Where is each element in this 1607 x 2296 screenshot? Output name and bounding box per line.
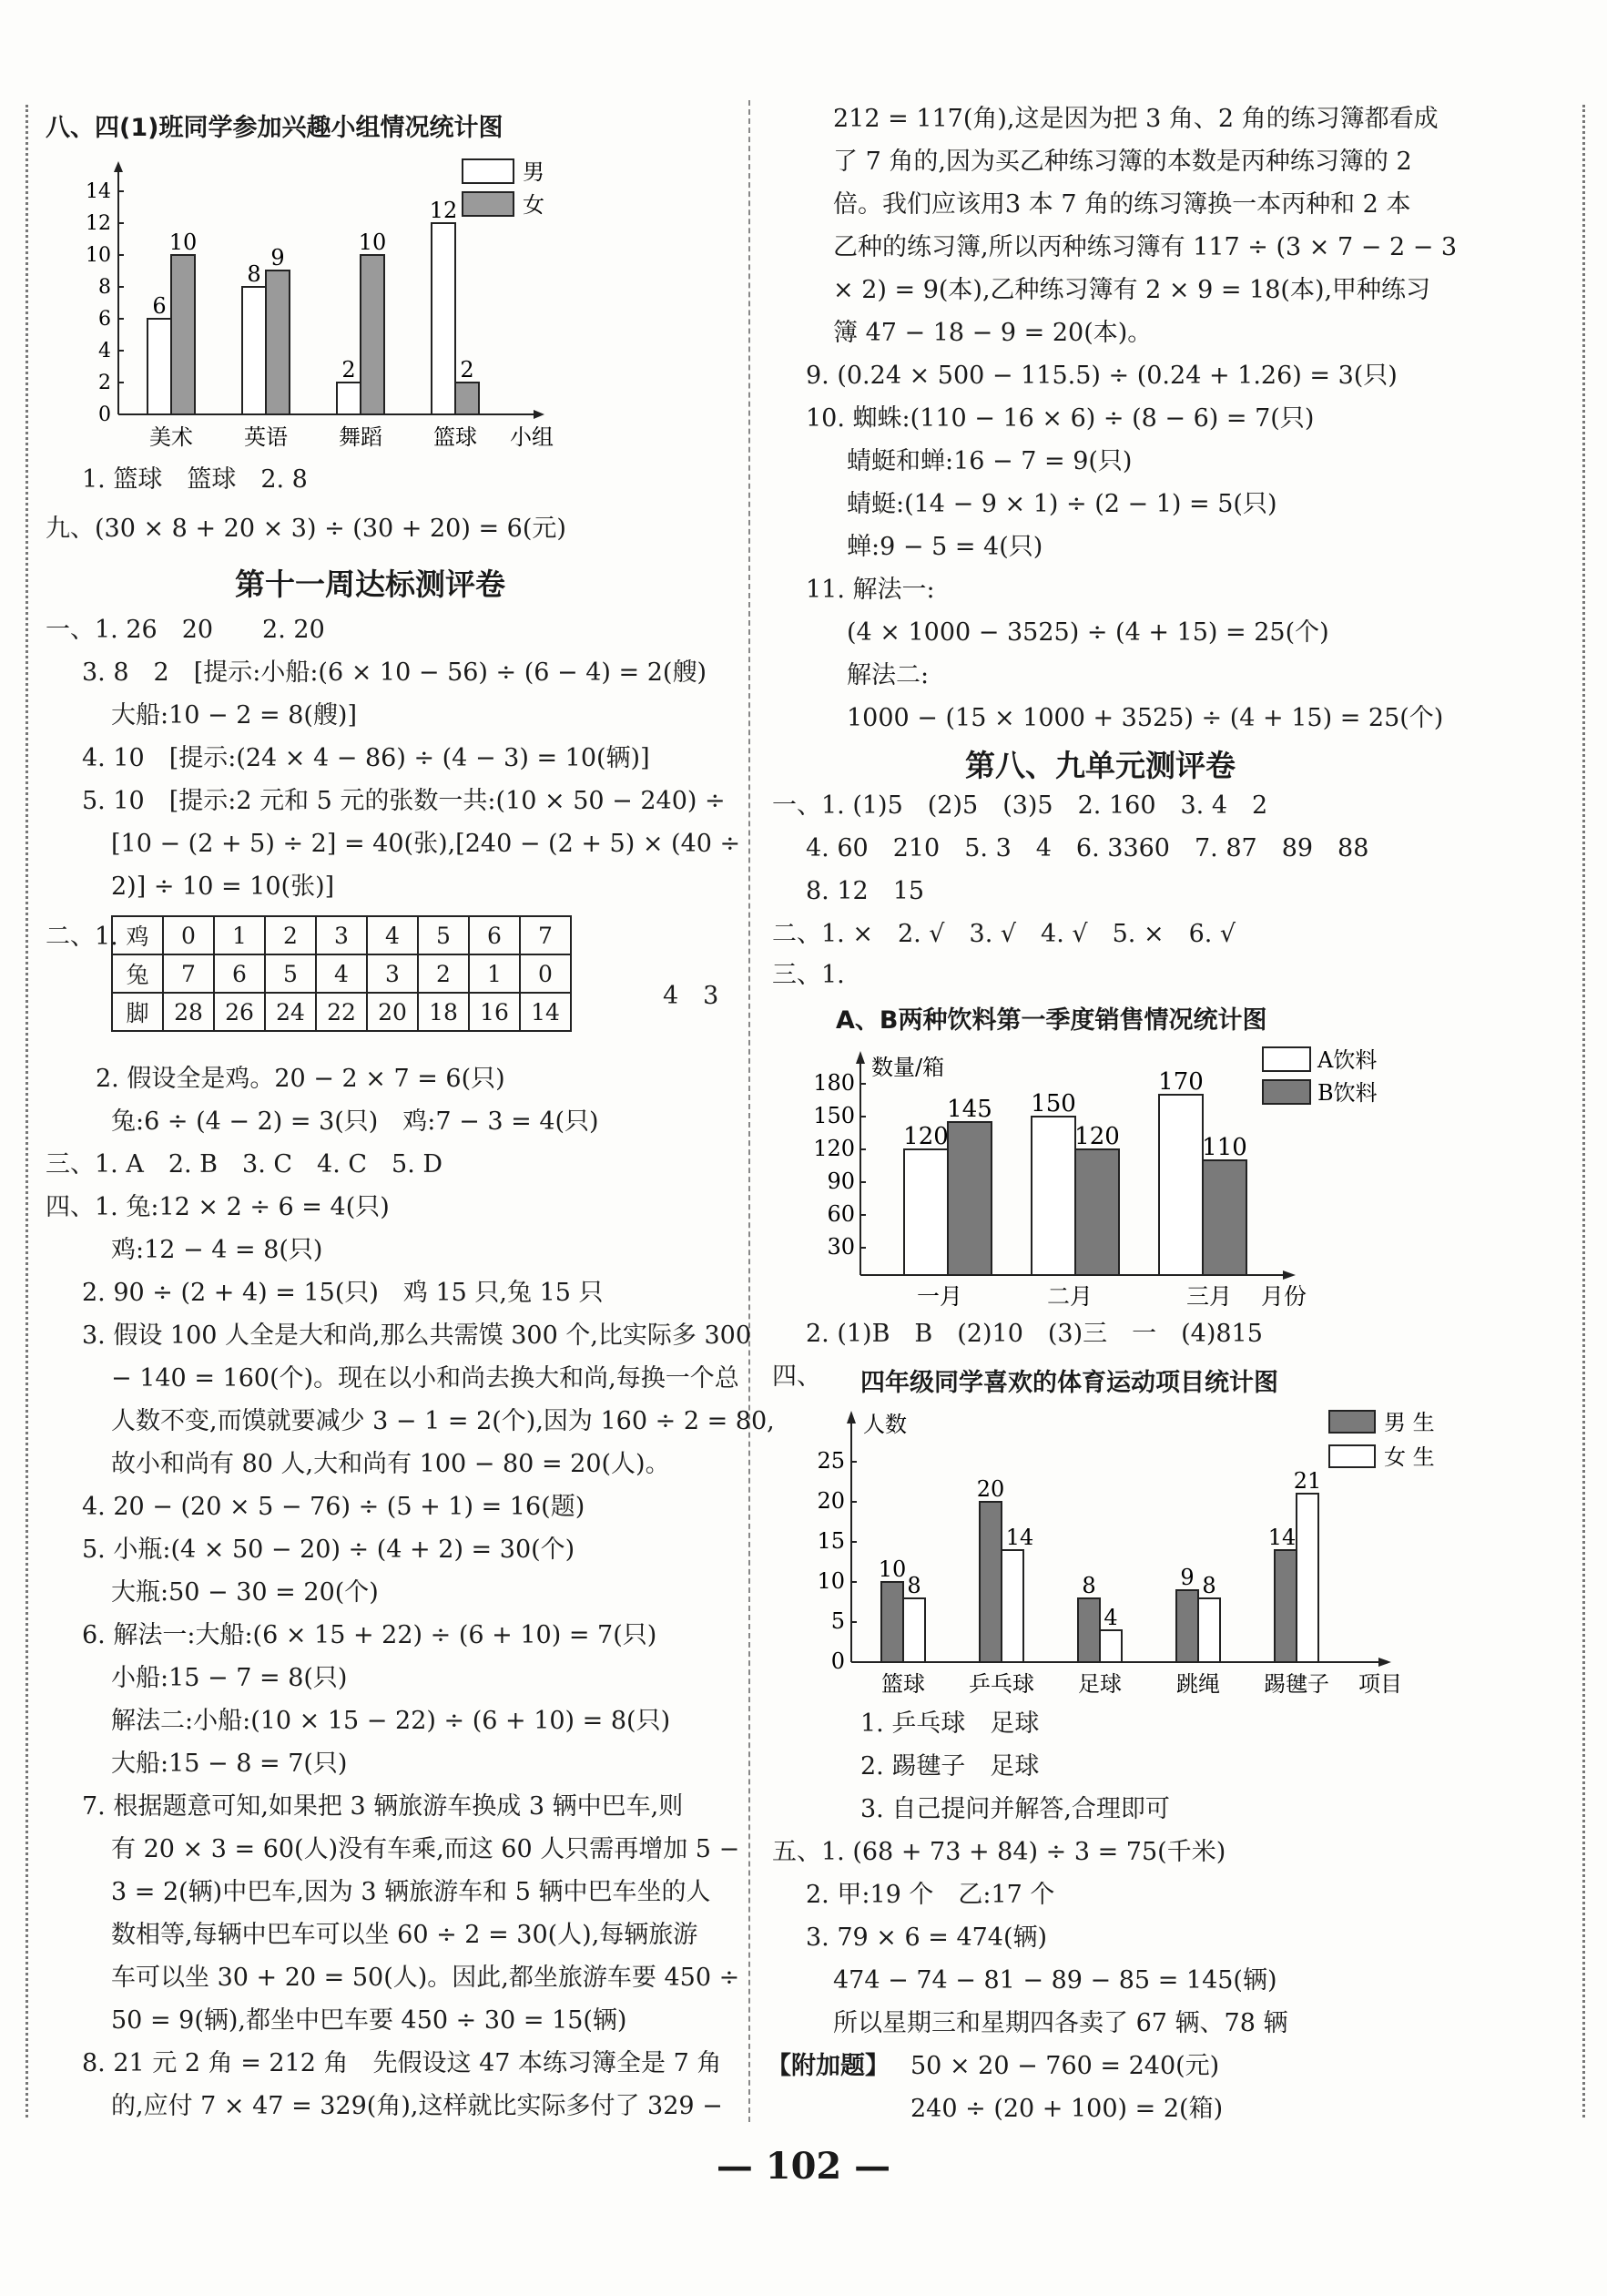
chart-c-label: 21 xyxy=(1293,1468,1322,1494)
answer-line: 三、1. A 2. B 3. C 4. C 5. D xyxy=(46,1150,443,1179)
table-cell: 7 xyxy=(163,954,214,993)
chart-a-legend-girl-swatch xyxy=(463,192,514,216)
table-cell: 6 xyxy=(214,954,265,993)
table-cell: 1 xyxy=(469,954,520,993)
answer-line: 5. 小瓶:(4 × 50 − 20) ÷ (4 + 2) = 30(个) xyxy=(82,1536,575,1564)
table-row xyxy=(112,916,571,954)
chart-c-category: 足球 xyxy=(1078,1671,1122,1697)
answer-line: 3. 自己提问并解答,合理即可 xyxy=(860,1795,1170,1823)
chart-a-category: 美术 xyxy=(149,424,193,450)
chart-a-ytick: 0 xyxy=(98,403,111,426)
chart-b-y-label: 数量/箱 xyxy=(871,1055,945,1080)
answer-line: 4. 20 − (20 × 5 − 76) ÷ (5 + 1) = 16(题) xyxy=(82,1493,585,1521)
answer-line: 1000 − (15 × 1000 + 3525) ÷ (4 + 15) = 25(个) xyxy=(847,704,1444,732)
chart-b-x-arrow xyxy=(1283,1270,1296,1280)
answer-line: 1. 篮球 篮球 2. 8 xyxy=(82,465,308,494)
table-cell: 18 xyxy=(418,993,469,1031)
answer-line: 人数不变,而馍就要减少 3 − 1 = 2(个),因为 160 ÷ 2 = 80, xyxy=(111,1407,775,1435)
answer-line: 3. 假设 100 人全是大和尚,那么共需馍 300 个,比实际多 300 xyxy=(82,1321,752,1350)
chart-b-ytick: 120 xyxy=(813,1136,855,1161)
chart-c-bar-boy-lanqiu xyxy=(881,1582,903,1662)
answer-line: 10. 蜘蛛:(110 − 16 × 6) ÷ (8 − 6) = 7(只) xyxy=(806,404,1315,433)
answer-line: 三、1. xyxy=(772,961,845,989)
answer-line: 大船:10 − 2 = 8(艘)] xyxy=(111,701,357,730)
answer-line: 2)] ÷ 10 = 10(张)] xyxy=(111,872,335,901)
answer-line: 大瓶:50 − 30 = 20(个) xyxy=(111,1578,379,1607)
answer-line: 50 × 20 − 760 = 240(元) xyxy=(910,2052,1220,2080)
table-cell: 3 xyxy=(316,916,367,954)
answer-line: 2. 踢毽子 足球 xyxy=(860,1752,1040,1781)
chart-a-bar-girl-yingyu xyxy=(266,270,290,414)
answer-line: 大船:15 − 8 = 7(只) xyxy=(111,1750,348,1778)
answer-line: 240 ÷ (20 + 100) = 2(箱) xyxy=(910,2095,1224,2123)
chart-a-label: 2 xyxy=(460,357,474,383)
chart-c-y-label: 人数 xyxy=(863,1412,907,1437)
chart-b-ytick: 60 xyxy=(827,1201,855,1227)
answer-line: 解法二: xyxy=(847,661,930,689)
answer-line: 二、1. × 2. √ 3. √ 4. √ 5. × 6. √ xyxy=(772,920,1236,948)
answer-line: 所以星期三和星期四各卖了 67 辆、78 辆 xyxy=(833,2009,1288,2037)
chart-c-bar-girl-zuqiu xyxy=(1100,1630,1122,1662)
chart-a-ytick: 14 xyxy=(86,180,111,203)
chart-a-ytick: 6 xyxy=(98,308,111,331)
chart-c-label: 14 xyxy=(1005,1525,1034,1550)
answer-line: 乙种的练习簿,所以丙种练习簿有 117 ÷ (3 × 7 − 2 − 3 xyxy=(833,233,1458,261)
table-cell: 4 xyxy=(367,916,418,954)
chart-a-ytick: 8 xyxy=(98,276,111,299)
chart-a-label: 12 xyxy=(429,198,458,223)
chart-c xyxy=(801,1398,1457,1699)
chart-c-bar-girl-tiaosheng xyxy=(1198,1598,1220,1662)
chart-a-legend-girl: 女 xyxy=(523,192,544,218)
answer-line: 二、1. xyxy=(46,923,118,951)
answer-line: 四、1. 兔:12 × 2 ÷ 6 = 4(只) xyxy=(46,1193,390,1221)
chart-c-bar-boy-tiaosheng xyxy=(1176,1590,1198,1662)
answer-line: 474 − 74 − 81 − 89 − 85 = 145(辆) xyxy=(833,1966,1277,1995)
answer-line: − 140 = 160(个)。现在以小和尚去换大和尚,每换一个总 xyxy=(111,1364,739,1393)
chart-a-label: 8 xyxy=(247,261,261,287)
chart-c-label: 4 xyxy=(1104,1605,1118,1630)
chart-c-x-arrow xyxy=(1378,1658,1391,1667)
table-cell: 28 xyxy=(163,993,214,1031)
chart-c-ytick: 5 xyxy=(830,1608,845,1634)
chart-a-ytick: 4 xyxy=(98,340,111,362)
answer-line: 1. 乒乓球 足球 xyxy=(860,1709,1040,1738)
answer-line: 蝉:9 − 5 = 4(只) xyxy=(847,533,1043,561)
table-cell: 26 xyxy=(214,993,265,1031)
chart-b-legend-b-swatch xyxy=(1263,1080,1310,1104)
chart-c-ytick: 25 xyxy=(817,1448,845,1474)
chart-b-label: 120 xyxy=(903,1123,949,1150)
chart-b-legend-a: A饮料 xyxy=(1317,1047,1378,1073)
chart-b-legend-b: B饮料 xyxy=(1317,1080,1378,1106)
answer-line: 故小和尚有 80 人,大和尚有 100 − 80 = 20(人)。 xyxy=(111,1450,670,1478)
answer-line: 8. 21 元 2 角 = 212 角 先假设这 47 本练习簿全是 7 角 xyxy=(82,2049,722,2077)
table-row xyxy=(112,993,571,1031)
chart-a-label: 2 xyxy=(341,357,356,383)
chart-c-y-arrow xyxy=(847,1411,856,1424)
chart-c-legend-boy: 男 生 xyxy=(1384,1410,1435,1435)
chart-a-label: 6 xyxy=(152,293,167,319)
chart-a xyxy=(64,141,574,455)
table-cell: 0 xyxy=(520,954,571,993)
chicken-rabbit-table xyxy=(111,915,572,1032)
chart-b-ytick: 150 xyxy=(813,1103,855,1128)
chart-c-title: 四年级同学喜欢的体育运动项目统计图 xyxy=(860,1369,1278,1397)
chart-c-legend-girl-swatch xyxy=(1329,1445,1375,1467)
chart-c-ytick: 0 xyxy=(830,1648,845,1674)
page-number: — 102 — xyxy=(716,2145,891,2188)
answer-line: 212 = 117(角),这是因为把 3 角、2 角的练习簿都看成 xyxy=(833,105,1439,133)
chart-b-title: A、B两种饮料第一季度销售情况统计图 xyxy=(836,1006,1267,1035)
table-cell: 22 xyxy=(316,993,367,1031)
chart-c-ytick: 10 xyxy=(817,1568,845,1594)
chart-b-bar-a-mar xyxy=(1159,1095,1203,1275)
column-divider xyxy=(748,100,750,2122)
table-cell: 4 xyxy=(316,954,367,993)
answer-line: 五、1. (68 + 73 + 84) ÷ 3 = 75(千米) xyxy=(772,1838,1226,1866)
table-cell: 1 xyxy=(214,916,265,954)
chart-a-legend-boy-swatch xyxy=(463,159,514,183)
chart-a-label: 10 xyxy=(358,230,387,255)
chart-a-category: 英语 xyxy=(244,424,288,450)
answer-line: 3 = 2(辆)中巴车,因为 3 辆旅游车和 5 辆中巴车坐的人 xyxy=(111,1878,711,1906)
chart-b-category: 一月 xyxy=(916,1283,963,1310)
chart-c-category: 踢毽子 xyxy=(1264,1671,1329,1697)
left-margin-line xyxy=(25,105,28,2117)
chart-c-bar-girl-tijianzi xyxy=(1297,1494,1318,1662)
chart-c-prefix: 四、 xyxy=(772,1362,821,1391)
chart-a-bar-boy-lanqiu xyxy=(432,223,455,414)
table-cell: 2 xyxy=(265,916,316,954)
answer-line: 簿 47 − 18 − 9 = 20(本)。 xyxy=(833,319,1153,347)
table-cell: 14 xyxy=(520,993,571,1031)
chart-a-legend-boy: 男 xyxy=(523,159,544,185)
chart-b xyxy=(806,1038,1461,1311)
chart-b-label: 110 xyxy=(1202,1134,1247,1161)
chart-a-category: 舞蹈 xyxy=(339,424,382,450)
table-cell: 6 xyxy=(469,916,520,954)
answer-line: 2. (1)B B (2)10 (3)三 一 (4)815 xyxy=(806,1320,1263,1348)
section-heading: 第十一周达标测评卷 xyxy=(235,566,505,602)
chart-b-bar-a-feb xyxy=(1032,1117,1075,1275)
answer-line: 3. 8 2 [提示:小船:(6 × 10 − 56) ÷ (6 − 4) = 2(艘) xyxy=(82,658,707,687)
answer-line: 2. 假设全是鸡。20 − 2 × 7 = 6(只) xyxy=(96,1065,505,1093)
answer-line: 8. 12 15 xyxy=(806,877,925,905)
answer-line: 倍。我们应该用3 本 7 角的练习簿换一本丙种和 2 本 xyxy=(833,190,1411,219)
chart-b-bar-a-jan xyxy=(904,1149,948,1275)
answer-line: × 2) = 9(本),乙种练习簿有 2 × 9 = 18(本),甲种练习 xyxy=(833,276,1431,304)
answer-line: [10 − (2 + 5) ÷ 2] = 40(张),[240 − (2 + 5) × (40 ÷ xyxy=(111,830,741,858)
chart-a-bar-girl-meishu xyxy=(171,255,195,414)
table-cell: 5 xyxy=(265,954,316,993)
chart-a-category: 篮球 xyxy=(433,424,477,450)
chart-a-ytick: 10 xyxy=(86,244,111,267)
chart-b-legend-a-swatch xyxy=(1263,1047,1310,1071)
chart-a-bar-boy-wudao xyxy=(337,383,361,414)
chart-b-label: 145 xyxy=(947,1096,992,1123)
table-cell: 5 xyxy=(418,916,469,954)
table-cell: 3 xyxy=(367,954,418,993)
chart-c-bar-boy-zuqiu xyxy=(1078,1598,1100,1662)
table-cell: 鸡 xyxy=(112,916,163,954)
chart-c-label: 20 xyxy=(976,1476,1005,1502)
chart-c-label: 8 xyxy=(1082,1573,1096,1598)
right-margin-line xyxy=(1582,105,1585,2117)
answer-line: 7. 根据题意可知,如果把 3 辆旅游车换成 3 辆中巴车,则 xyxy=(82,1792,684,1821)
chart-c-category: 篮球 xyxy=(881,1671,925,1697)
answer-line: 兔:6 ÷ (4 − 2) = 3(只) 鸡:7 − 3 = 4(只) xyxy=(111,1107,599,1136)
chart-a-ytick: 12 xyxy=(86,212,111,235)
chart-c-ytick: 15 xyxy=(817,1528,845,1554)
answer-line: 4 3 xyxy=(663,982,719,1010)
chart-b-bar-b-feb xyxy=(1075,1149,1119,1275)
answer-line: 一、1. 26 20 2. 20 xyxy=(46,616,325,644)
chart-a-y-arrow xyxy=(114,161,123,172)
answer-line: 蜻蜓:(14 − 9 × 1) ÷ (2 − 1) = 5(只) xyxy=(847,490,1277,518)
chart-b-ytick: 30 xyxy=(827,1234,855,1260)
chart-c-category: 乒乓球 xyxy=(969,1671,1034,1697)
answer-line: 鸡:12 − 4 = 8(只) xyxy=(111,1236,323,1264)
chart-c-bar-boy-pingpang xyxy=(980,1502,1002,1662)
answer-line: 9. (0.24 × 500 − 115.5) ÷ (0.24 + 1.26) = 3(只) xyxy=(806,362,1398,390)
chart-a-bar-boy-yingyu xyxy=(242,287,266,414)
section-heading: 第八、九单元测评卷 xyxy=(965,748,1236,783)
chart-a-ytick: 2 xyxy=(98,372,111,394)
chart-b-label: 150 xyxy=(1031,1090,1076,1117)
table-row xyxy=(112,954,571,993)
chart-a-label: 10 xyxy=(168,230,198,255)
chart-b-ytick: 90 xyxy=(827,1168,855,1194)
chart-b-x-label: 月份 xyxy=(1261,1283,1307,1310)
chart-c-label: 8 xyxy=(1202,1573,1216,1598)
bonus-label: 【附加题】 xyxy=(767,2052,890,2080)
table-cell: 0 xyxy=(163,916,214,954)
chart-c-label: 14 xyxy=(1267,1525,1297,1550)
answer-line: 11. 解法一: xyxy=(806,576,935,604)
answer-line: 数相等,每辆中巴车可以坐 60 ÷ 2 = 30(人),每辆旅游 xyxy=(111,1921,698,1949)
chart-b-bar-b-jan xyxy=(948,1122,992,1275)
chart-c-legend-boy-swatch xyxy=(1329,1411,1375,1433)
chart-c-ytick: 20 xyxy=(817,1488,845,1514)
chart-a-x-arrow xyxy=(534,410,544,419)
chart-a-bar-girl-lanqiu xyxy=(455,383,479,414)
chart-b-y-arrow xyxy=(856,1051,865,1064)
answer-line: 2. 90 ÷ (2 + 4) = 15(只) 鸡 15 只,兔 15 只 xyxy=(82,1279,604,1307)
answer-line: 一、1. (1)5 (2)5 (3)5 2. 160 3. 4 2 xyxy=(772,791,1268,820)
answer-line: 有 20 × 3 = 60(人)没有车乘,而这 60 人只需再增加 5 − xyxy=(111,1835,740,1863)
chart-b-label: 170 xyxy=(1158,1068,1204,1096)
chart-a-bar-girl-wudao xyxy=(361,255,384,414)
table-cell: 20 xyxy=(367,993,418,1031)
table-cell: 7 xyxy=(520,916,571,954)
chart-c-bar-girl-pingpang xyxy=(1002,1550,1023,1662)
chart-a-x-label: 小组 xyxy=(510,424,554,450)
table-cell: 16 xyxy=(469,993,520,1031)
chart-b-ytick: 180 xyxy=(813,1070,855,1096)
chart-c-legend-girl: 女 生 xyxy=(1384,1444,1435,1470)
chart-c-bar-girl-lanqiu xyxy=(903,1598,925,1662)
table-cell: 兔 xyxy=(112,954,163,993)
answer-line: 3. 79 × 6 = 474(辆) xyxy=(806,1924,1048,1952)
answer-line: 车可以坐 30 + 20 = 50(人)。因此,都坐旅游车要 450 ÷ xyxy=(111,1964,740,1992)
chart-c-label: 10 xyxy=(878,1556,907,1582)
answer-line: 小船:15 − 7 = 8(只) xyxy=(111,1664,348,1692)
chart-a-title: 八、四(1)班同学参加兴趣小组情况统计图 xyxy=(46,114,503,142)
table-cell: 2 xyxy=(418,954,469,993)
answer-line: 解法二:小船:(10 × 15 − 22) ÷ (6 + 10) = 8(只) xyxy=(111,1707,671,1735)
chart-b-category: 二月 xyxy=(1046,1283,1093,1310)
answer-line: 5. 10 [提示:2 元和 5 元的张数一共:(10 × 50 − 240) ÷ xyxy=(82,787,726,815)
answer-line: 蜻蜓和蝉:16 − 7 = 9(只) xyxy=(847,447,1133,475)
chart-b-label: 120 xyxy=(1074,1123,1120,1150)
answer-line: (4 × 1000 − 3525) ÷ (4 + 15) = 25(个) xyxy=(847,618,1329,647)
chart-b-bar-b-mar xyxy=(1203,1160,1246,1275)
chart-c-label: 8 xyxy=(907,1573,921,1598)
table-cell: 24 xyxy=(265,993,316,1031)
table-cell: 脚 xyxy=(112,993,163,1031)
chart-c-x-label: 项目 xyxy=(1358,1671,1402,1697)
chart-c-bar-boy-tijianzi xyxy=(1275,1550,1297,1662)
chart-a-label: 9 xyxy=(270,245,285,270)
answer-line: 6. 解法一:大船:(6 × 15 + 22) ÷ (6 + 10) = 7(只) xyxy=(82,1621,657,1649)
chart-c-label: 9 xyxy=(1180,1565,1195,1590)
chart-b-category: 三月 xyxy=(1185,1283,1233,1310)
answer-line: 2. 甲:19 个 乙:17 个 xyxy=(806,1881,1055,1909)
answer-line: 的,应付 7 × 47 = 329(角),这样就比实际多付了 329 − xyxy=(111,2092,723,2120)
chart-a-bar-boy-meishu xyxy=(147,319,171,414)
answer-line: 九、(30 × 8 + 20 × 3) ÷ (30 + 20) = 6(元) xyxy=(46,515,566,543)
chart-c-category: 跳绳 xyxy=(1176,1671,1220,1697)
answer-line: 了 7 角的,因为买乙种练习簿的本数是丙种练习簿的 2 xyxy=(833,148,1412,176)
answer-line: 4. 60 210 5. 3 4 6. 3360 7. 87 89 88 xyxy=(806,834,1369,862)
answer-line: 50 = 9(辆),都坐中巴车要 450 ÷ 30 = 15(辆) xyxy=(111,2006,627,2035)
answer-line: 4. 10 [提示:(24 × 4 − 86) ÷ (4 − 3) = 10(辆)] xyxy=(82,744,650,772)
